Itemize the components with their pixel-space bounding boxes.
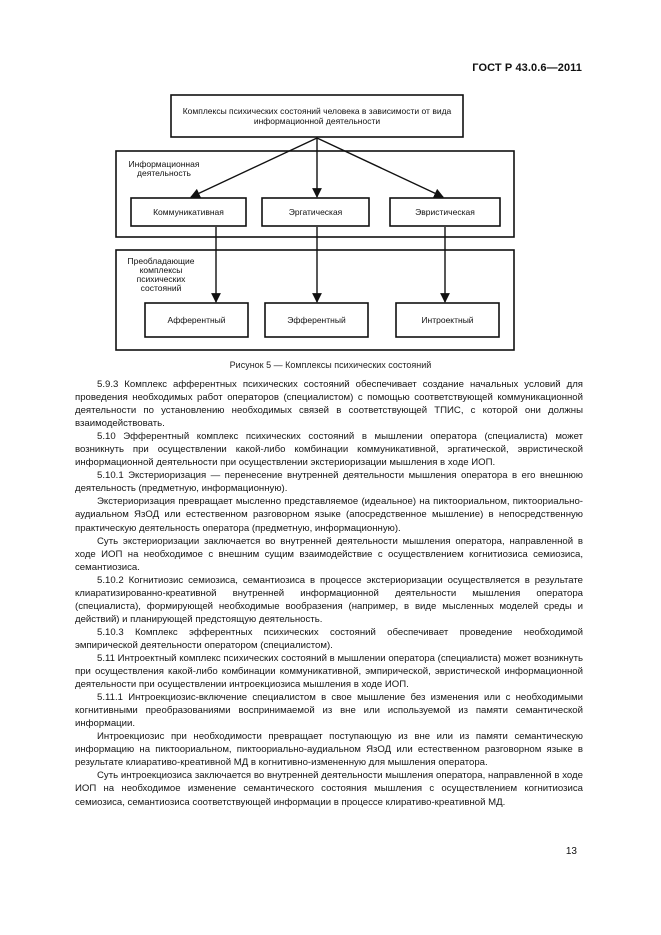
label-introjective: Интроектный: [421, 315, 474, 325]
paragraph: 5.10.1 Экстериоризация — перенесение внутренней деятельности мышления оператора в его внешнюю деятельность (предметную, информационную).: [75, 470, 583, 495]
group2-label: Преобладающие комплексы психических состояний: [127, 256, 195, 293]
paragraph: 5.10.2 Когнитиозис семиозиса, семантиозиса в процессе экстериоризации осуществляется в результате клиаратизированно-креативной внутренней информационной деятельности мышления оператора (специалиста), формирующей необходимые вообразения (например, в виде мысленных моделей среды и действий) и планирующей предстоящую деятельность.: [75, 574, 583, 625]
label-communicative: Коммуникативная: [153, 207, 224, 217]
standard-code: ГОСТ Р 43.0.6—2011: [472, 62, 582, 74]
paragraph: 5.10.3 Комплекс эфферентных психических состояний обеспечивает проведение необходимой эмпирической деятельности оператором (специалистом).: [75, 626, 583, 651]
paragraph: Интроекциозис при необходимости превращает поступающую из вне или из памяти семантическую информацию на пиктоориальном, пиктоориально-аудиальном ЯзОД или естественном разговорном языке в результате клиаративо-креативной МД в когнитивно-измененную для мышления оператора.: [75, 731, 583, 769]
arrow-to-communicative: [191, 138, 317, 197]
label-heuristic: Эвристическая: [415, 207, 475, 217]
label-efferent: Эфферентный: [287, 315, 346, 325]
paragraph: Экстериоризация превращает мысленно представляемое (идеальное) на пиктоориальном, пиктоориально-аудиальном ЯзОД или естественном разговорном языке (апосредственное мышление) в непосредственную практическую деятельность оператора (предметную, информационную).: [75, 496, 583, 534]
paragraph: 5.11 Интроектный комплекс психических состояний в мышлении оператора (специалиста) может возникнуть при осуществления какой-либо комбинации коммуникативной, эмпирической, эвристической информационной деятельности при осуществлении интроекциозиса мышления в ходе ИОП.: [75, 652, 583, 691]
body-text: [75, 378, 583, 809]
figure-caption: Рисунок 5 — Комплексы психических состояний: [229, 360, 432, 370]
arrow-to-heuristic: [317, 138, 443, 197]
label-afferent: Афферентный: [167, 315, 226, 325]
label-ergatic: Эргатическая: [288, 207, 343, 217]
group1-label: Информационная деятельность: [128, 159, 200, 178]
paragraph: 5.9.3 Комплекс афферентных психических состояний обеспечивает создание начальных условий для проведения необходимых работ операторов (специалистом) с помощью соответствующей коммуникационной деятельности по установлению необходимых связей в соответствующей ТПИС, с которой они должны взаимодействовать.: [75, 379, 583, 430]
page-number: 13: [565, 846, 577, 857]
paragraph: Суть экстериоризации заключается во внутренней деятельности мышления оператора, направленной в ходе ИОП на необходимое с внешним сущим взаимодействие с осуществлением когнитиозиса семиозиса, семантиозиса.: [75, 535, 583, 573]
paragraph: 5.10 Эфферентный комплекс психических состояний в мышлении оператора (специалиста) может возникнуть при осуществлении какой-либо комбинации коммуникативной, эргатической, эвристической информационной деятельности при осуществлении экстериоризации мышления в ходе ИОП.: [75, 431, 583, 469]
paragraph: 5.11.1 Интроекциозис-включение специалистом в свое мышление без изменения или с необходимыми когнитивными преобразованиями воспринимаемой из вне или используемой из памяти семантической информации.: [75, 692, 583, 730]
top-box-label: Комплексы психических состояний человека в зависимости от вида информационной деятельности: [182, 106, 452, 126]
paragraph: Суть интроекциозиса заключается во внутренней деятельности мышления оператора, направленной в ходе ИОП на необходимое изменение семантического состояния мышления с осуществлением когнитиозиса семиозиса, семантиозиса соответствующей информации в процессе клиративо-креативной МД.: [75, 770, 583, 808]
